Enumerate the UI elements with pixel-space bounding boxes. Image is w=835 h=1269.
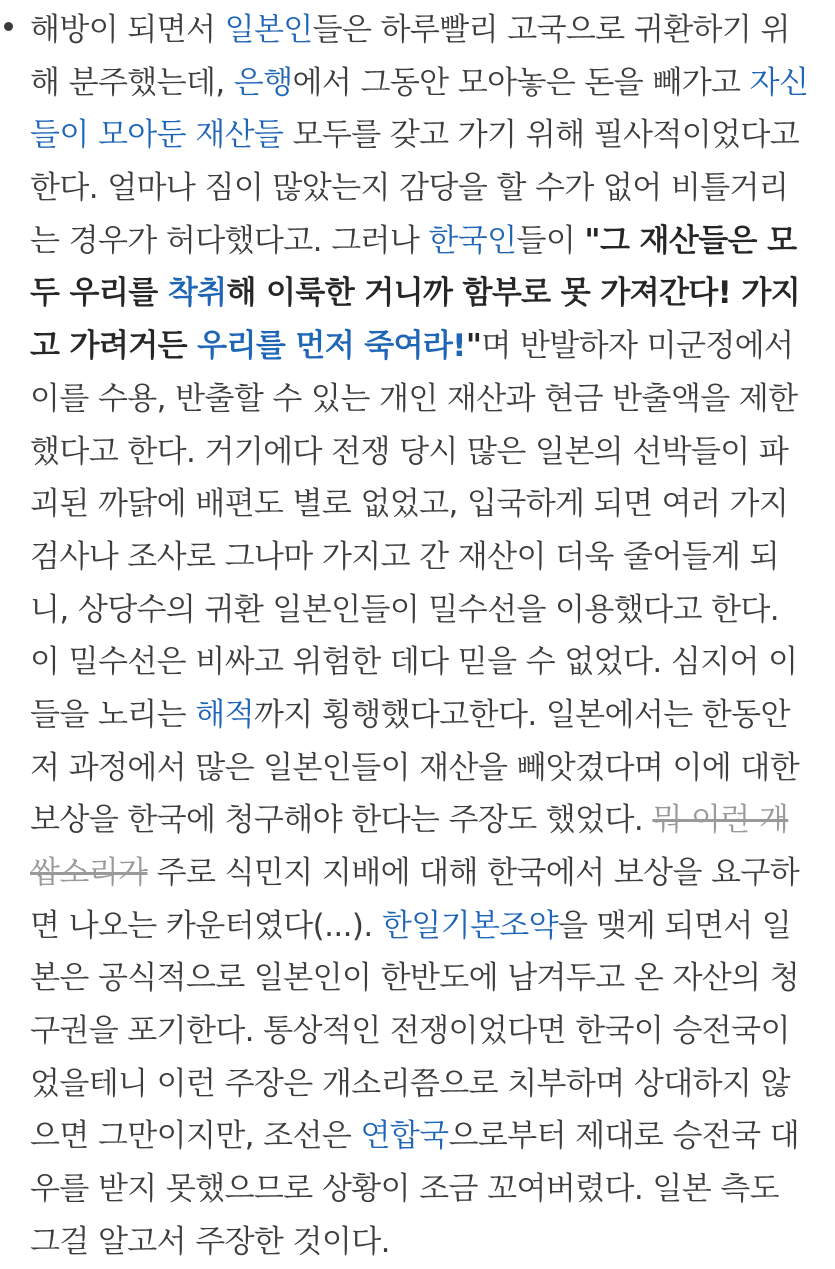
body-text: 을 맺게 되면서 일 (557, 907, 792, 944)
body-text: 까지 횡행했다고한다. 일본에서는 한동안 (253, 696, 790, 733)
body-text: 모두를 갖고 가기 위해 필사적이었다고 (283, 117, 800, 154)
paragraph-line (30, 952, 830, 1005)
article-paragraph (30, 4, 830, 1269)
paragraph-line (30, 900, 830, 953)
wiki-link[interactable]: 은행 (233, 64, 293, 101)
paragraph-line (30, 109, 830, 162)
body-text: 했다고 한다. 거기에다 전쟁 당시 많은 일본의 선박들이 파 (30, 433, 789, 470)
paragraph-line (30, 4, 830, 57)
body-text: 들은 하루빨리 고국으로 귀환하기 위 (312, 12, 790, 48)
paragraph-line (30, 636, 830, 689)
paragraph-line (30, 1005, 830, 1058)
wiki-link[interactable]: 들이 모아둔 재산들 (30, 117, 284, 154)
body-text: 보상을 한국에 청구해야 한다는 주장도 했었다. (30, 802, 653, 839)
body-text: 우를 받지 못했으므로 상황이 조금 꼬여버렸다. 일본 측도 (30, 1171, 779, 1208)
body-text: 저 과정에서 많은 일본인들이 재산을 빼앗겼다며 이에 대한 (30, 749, 800, 786)
body-text: 그걸 알고서 주장한 것이다. (30, 1223, 390, 1260)
paragraph-line (30, 794, 830, 847)
paragraph-line (30, 57, 830, 110)
bold-quote-text: 해 이룩한 거니까 함부로 못 가져간다! 가지 (226, 275, 801, 312)
paragraph-line (30, 689, 830, 742)
body-text: 해 분주했는데, (30, 64, 234, 101)
body-text: 해방이 되면서 (30, 12, 225, 48)
paragraph-line (30, 531, 830, 584)
bold-quote-text: " (465, 328, 482, 365)
bold-quote-text: 두 우리를 (30, 275, 168, 312)
body-text: 으면 그만이지만, 조선은 (30, 1118, 361, 1155)
wiki-link[interactable]: 해적 (195, 696, 254, 733)
wiki-link-bold[interactable]: 우리를 먼저 죽여라! (197, 328, 466, 365)
paragraph-line (30, 847, 830, 900)
body-text: 한다. 얼마나 짐이 많았는지 감당을 할 수가 없어 비틀거리 (30, 170, 789, 207)
body-text: 구권을 포기한다. 통상적인 전쟁이었다면 한국이 승전국이 (30, 1013, 790, 1050)
body-text: 이 밀수선은 비싸고 위험한 데다 믿을 수 없었다. 심지어 이 (30, 644, 798, 681)
strikethrough-text: 뭐 이런 개 (652, 802, 789, 839)
body-text: 주로 식민지 지배에 대해 한국에서 보상을 요구하 (147, 855, 800, 891)
wiki-link[interactable]: 자신 (749, 64, 809, 101)
wiki-link-bold[interactable]: 착취 (167, 275, 227, 312)
body-text: 본은 공식적으로 일본인이 한반도에 남겨두고 온 자산의 청 (30, 960, 800, 997)
paragraph-line (30, 320, 830, 373)
paragraph-line (30, 742, 830, 795)
body-text: 었을테니 이런 주장은 개소리쯤으로 치부하며 상대하지 않 (30, 1065, 790, 1102)
wiki-link[interactable]: 연합국 (360, 1118, 449, 1155)
body-text: 니, 상당수의 귀환 일본인들이 밀수선을 이용했다고 한다. (30, 591, 779, 628)
body-text: 괴된 까닭에 배편도 별로 없었고, 입국하게 되면 여러 가지 (30, 486, 789, 523)
paragraph-line (30, 267, 830, 320)
body-text: 들이 (516, 222, 585, 259)
paragraph-line (30, 1216, 830, 1269)
body-text: 며 반발하자 미군정에서 (481, 328, 794, 365)
body-text: 이를 수용, 반출할 수 있는 개인 재산과 현금 반출액을 제한 (30, 380, 798, 417)
paragraph-line (30, 426, 830, 479)
strikethrough-text: 쌉소리가 (30, 855, 148, 891)
paragraph-line (30, 215, 830, 268)
paragraph-line (30, 162, 830, 215)
wiki-link[interactable]: 일본인 (224, 12, 313, 48)
body-text: 검사나 조사로 그나마 가지고 간 재산이 더욱 줄어들게 되 (30, 538, 779, 575)
wiki-link[interactable]: 한일기본조약 (381, 907, 558, 944)
body-text: 들을 노리는 (30, 696, 196, 733)
body-text: 면 나오는 카운터였다(...). (30, 907, 382, 944)
bold-quote-text: 고 가려거든 (30, 328, 198, 365)
paragraph-line (30, 1163, 830, 1216)
body-text: 에서 그동안 모아놓은 돈을 빼가고 (292, 64, 750, 101)
body-text: 는 경우가 허다했다고. 그러나 (30, 222, 429, 259)
list-bullet-icon (4, 22, 13, 31)
body-text: 으로부터 제대로 승전국 대 (448, 1118, 800, 1155)
wiki-link[interactable]: 한국인 (428, 222, 517, 259)
paragraph-line (30, 373, 830, 426)
bold-quote-text: "그 재산들은 모 (584, 222, 797, 259)
paragraph-line (30, 1058, 830, 1111)
paragraph-line (30, 478, 830, 531)
paragraph-line (30, 584, 830, 637)
paragraph-line (30, 1110, 830, 1163)
